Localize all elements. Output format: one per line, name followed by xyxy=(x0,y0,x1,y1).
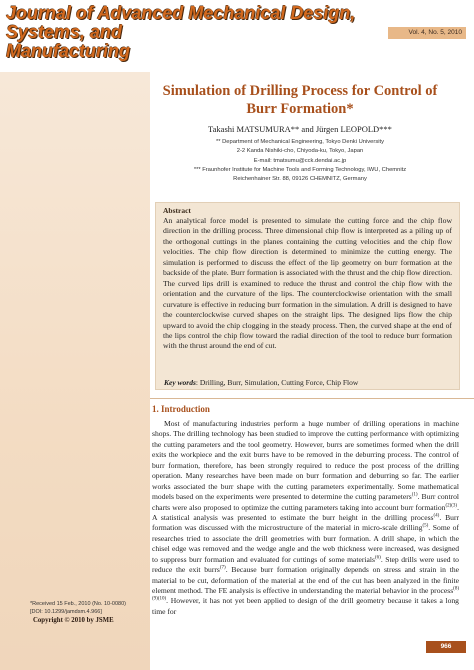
paper-title xyxy=(150,82,450,118)
citation-ref: (7) xyxy=(219,565,226,571)
journal-title xyxy=(6,4,366,61)
abstract-line: curved shapes on the straight lips. The designed lips flow the chip upward to avoid xyxy=(163,310,452,330)
abstract-line: on burr formation at the backside of the plate. Burr formation is associated with the xyxy=(163,257,453,278)
abstract-label: Abstract xyxy=(163,206,191,215)
citation-ref: (6) xyxy=(374,555,381,561)
authors: Takashi MATSUMURA** and Jürgen LEOPOLD*** xyxy=(208,124,392,134)
paper-title-line: Burr Formation* xyxy=(246,101,354,117)
abstract-line: formation with the thrust around the end of cut. xyxy=(163,330,452,351)
copyright: Copyright © 2010 by JSME xyxy=(33,617,114,624)
citation-ref: (4) xyxy=(433,513,440,519)
doi-link[interactable]: [DOI: 10.1299/jamdsm.4.966] xyxy=(30,608,102,615)
citation-ref: (2)(3) xyxy=(445,502,458,508)
abstract-box xyxy=(155,202,460,390)
keywords-label: Key words xyxy=(164,378,196,387)
journal-title-line: Systems, and xyxy=(6,22,123,42)
intro-paragraph: Most of manufacturing industries perform a huge number of drilling operations in machine shops. The drilling technology has been studied to improve the cutting performance with optimizing the cutting parameters and the tool geometry. However, burrs are sometimes formed when the drill exits the workpiece and the exit burrs have to be removed in the deburring process. The control of burr formation, therefore, has been strongly required to reduce the post process of the drilling operation. Many researches have been made on burr formation and deburring so far. The earlier works associated the burr shape with the cutting parameters experimentally. Some mathematical models based on the experiments were presented to determine the cutting parameters$^{(1)}$. Burr control charts were also proposed to optimize the cutting parameters taking into account burr formation$^{(2)(3)}$. A statistical analysis was presented to estimate the burr height in the drilling process$^{(4)}$. Burr formation was discussed with the microstructure of the material in micro-scale drilling$^{(5)}$. Some of researches tried to associate the drill geometries with burr formation. A drill shape, in which the chisel edge was removed and the wedge angle and the web thickness were increased, was designed to suppress burr formation and evaluated for cuttings of some materials$^{(6)}$. Step drills were used to reduce the exit burrs$^{(7)}$. Because burr formation originally depends on stress and strain in the material to be cut, deformation of the material at the end of the cut has been analyzed in the finite element method. The FE analysis is effective in understanding the material behavior in the process$^{(8)(9)(10)}$. However, it has not yet been applied to design of the drill geometry because it takes a long time for xyxy=(152,419,460,616)
abstract-line: thrust and the chip flow direction. The curved lips drill is examined to reduce the xyxy=(163,268,452,288)
abstract-line: the chip clogging in the steady process. Then, the curved shape at the end of the xyxy=(163,320,452,340)
section-divider xyxy=(150,398,474,399)
abstract-line: a piling up of the orthogonal cuttings in the planes containing the cutting velocities xyxy=(163,226,452,246)
section-heading: 1. Introduction xyxy=(152,404,210,414)
affiliation-line: Reichenhainer Str. 88, 09126 CHEMNITZ, Germany xyxy=(233,176,367,183)
abstract-line: lips control the chip flow toward the radial direction of the tool to reduce burr xyxy=(174,330,422,340)
keywords-text: : Drilling, Burr, Simulation, Cutting Force, Chip Flow xyxy=(195,378,359,387)
affiliations xyxy=(150,138,450,184)
affiliation-email: E-mail: tmatsumu@cck.dendai.ac.jp xyxy=(253,157,347,164)
paper-title-line: Simulation of Drilling Process for Control of xyxy=(162,83,438,99)
affiliation-line: 2-2 Kanda Nishiki-cho, Chiyoda-ku, Tokyo, Japan xyxy=(236,148,364,155)
page-number: 966 xyxy=(426,641,466,653)
affiliation-line: ** Department of Mechanical Engineering, Tokyo Denki University xyxy=(215,139,385,145)
abstract-line: An analytical force model is presented to simulate the cutting force and the chip xyxy=(163,216,438,225)
citation-ref: (1) xyxy=(411,492,418,498)
received-date: *Received 15 Feb., 2010 (No. 10-0080) xyxy=(30,601,127,607)
abstract-line: cutting energy. The simulation is performed to discuss the effect of the lip geometry xyxy=(163,247,452,267)
abstract-line: and the chip flow velocities. The chip flow direction is determined to minimize the xyxy=(163,236,452,257)
introduction-text xyxy=(152,419,459,617)
keywords xyxy=(164,378,454,388)
received-info xyxy=(30,601,148,616)
volume-info: Vol. 4, No. 5, 2010 xyxy=(388,27,466,39)
abstract-line: The counterclockwise orientation with the small curvature is effective in reducing xyxy=(163,289,452,309)
abstract-line: flow direction in the drilling process. Three dimensional chip flow is interpreted as xyxy=(163,216,452,236)
journal-title-line: Manufacturing xyxy=(6,41,130,61)
journal-title-line: Journal of Advanced Mechanical Design, xyxy=(6,3,356,23)
abstract-line: thrust and control the chip flow with the orientation and the curvature of the lips. xyxy=(163,278,452,299)
affiliation-line: *** Fraunhofer Institute for Machine Tools and Forming Technology, IWU, Chemnitz xyxy=(193,166,407,173)
citation-ref: (5) xyxy=(422,523,429,529)
abstract-line: burr formation in the simulation. A drill is designed to have the counterclockwise xyxy=(163,299,452,320)
left-margin-strip xyxy=(0,72,150,670)
abstract-text xyxy=(163,216,452,352)
citation-ref: (8)(9)(10) xyxy=(152,586,460,602)
